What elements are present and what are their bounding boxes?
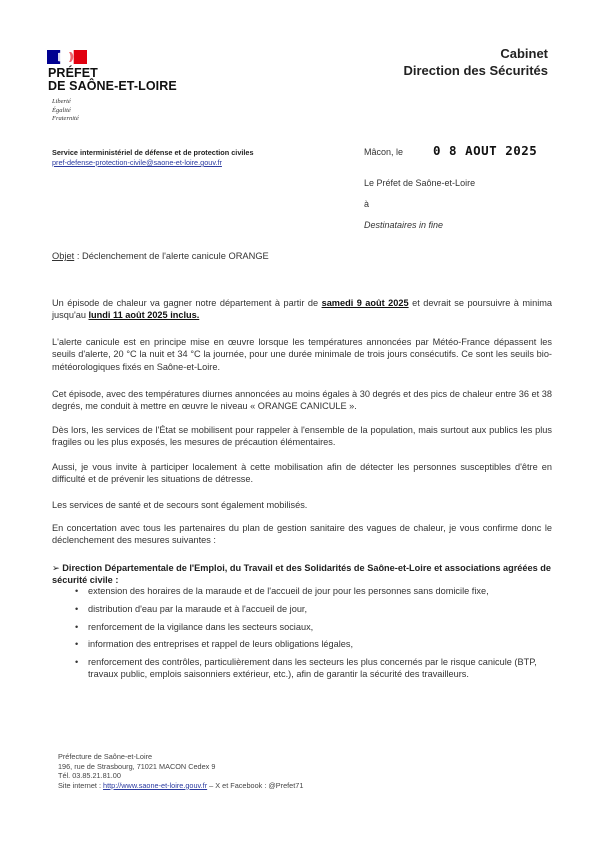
list-item-text: renforcement des contrôles, particulièrement dans les secteurs les plus concernés par le risque canicule (BTP, travaux public, emplois saisonniers extérieur, etc.), afin de garantir la sécurité des travailleurs. <box>88 657 537 680</box>
footer-address: 196, rue de Strasbourg, 71021 MACON Cedex 9 <box>58 761 216 771</box>
direction-label: Direction des Sécurités <box>403 63 548 78</box>
p1-start-date: samedi 9 août 2025 <box>321 298 409 308</box>
list-item <box>75 603 553 615</box>
footer <box>58 752 303 790</box>
bullet-icon: • <box>75 603 79 614</box>
motto-fraternite: Fraternité <box>52 115 79 122</box>
recipient-line2: à <box>364 199 370 209</box>
motto-liberte: Liberté <box>52 98 71 105</box>
bullet-icon: • <box>75 639 79 650</box>
recipient-line3: Destinataires in fine <box>364 220 444 230</box>
p1-text-a: Un épisode de chaleur va gagner notre département à partir de <box>52 298 322 308</box>
list-item-text: information des entreprises et rappel de leurs obligations légales, <box>88 639 354 650</box>
footer-site-link[interactable]: http://www.saone-et-loire.gouv.fr <box>103 780 208 790</box>
list-item <box>75 656 553 681</box>
paragraph-4: Dès lors, les services de l'État se mobilisent pour rappeler à l'ensemble de la population, mais surtout aux publics les plus fragiles ou les plus exposés, les mesures de précaution élémentaires. <box>52 425 552 448</box>
bullet-icon: • <box>75 586 79 596</box>
list-item-text: distribution d'eau par la maraude et à l'accueil de jour, <box>88 603 308 614</box>
subject-label: Objet <box>52 251 75 261</box>
motto-egalite: Égalité <box>52 106 71 114</box>
paragraph-1 <box>52 297 552 322</box>
paragraph-3: Cet épisode, avec des températures diurnes annoncées au moins égales à 30 degrés et des pics de chaleur entre 36 et 38 degrés, me conduit à mettre en œuvre le niveau « ORANGE CANICULE ». <box>52 389 552 412</box>
list-item-text: renforcement de la vigilance dans les secteurs sociaux, <box>88 621 314 632</box>
direction-heading: ➢ Direction Départementale de l'Emploi, du Travail et des Solidarités de Saône-et-Loire et associations agréées de sécurité civile : <box>52 563 552 586</box>
p1-end-date: lundi 11 août 2025 inclus. <box>88 310 200 321</box>
measures-list <box>75 585 553 686</box>
sender-email-link[interactable]: pref-defense-protection-civile@saone-et-loire.gouv.fr <box>52 158 222 167</box>
paragraph-5: Aussi, je vous invite à participer localement à cette mobilisation afin de détecter les personnes susceptibles d'être en difficulté et de prévenir les situations de détresse. <box>52 462 552 485</box>
paragraph-6: Les services de santé et de secours sont également mobilisés. <box>52 500 308 510</box>
cabinet-heading <box>404 45 549 79</box>
footer-web <box>58 781 303 791</box>
list-item <box>75 585 553 597</box>
list-item-text: extension des horaires de la maraude et de l'accueil de jour pour les personnes sans domicile fixe, <box>88 586 489 596</box>
date-place: Mâcon, le <box>364 147 404 157</box>
prefet-title <box>48 67 177 93</box>
subject-line <box>52 251 269 261</box>
prefet-line2: DE SAÔNE-ET-LOIRE <box>48 79 177 93</box>
prefet-line1: PRÉFET <box>48 66 98 80</box>
footer-social: – X et Facebook : @Prefet71 <box>207 780 304 790</box>
recipient-line1: Le Préfet de Saône-et-Loire <box>364 178 476 188</box>
footer-phone: Tél. 03.85.21.81.00 <box>58 771 121 781</box>
list-item <box>75 621 553 633</box>
bullet-icon: • <box>75 657 79 668</box>
paragraph-2: L'alerte canicule est en principe mise en œuvre lorsque les températures annoncées par Météo-France dépassent les seuils d'alerte, 20 °C la nuit et 34 °C la journée, pour une durée minimale de trois jours consécutifs. Ce sont les seuils bio-météorologiques fixés en Saône-et-Loire. <box>52 337 552 372</box>
marianne-flag-logo <box>47 50 87 64</box>
subject-text: : Déclenchement de l'alerte canicule ORANGE <box>74 251 269 261</box>
list-item <box>75 638 553 650</box>
bullet-icon: • <box>75 621 79 632</box>
footer-org: Préfecture de Saône-et-Loire <box>58 752 153 761</box>
p1-text-b: et devrait se poursuivre à minima jusqu'au <box>52 298 552 321</box>
footer-site-label: Site internet : <box>58 780 104 790</box>
cabinet-label: Cabinet <box>500 46 548 61</box>
date-stamp: 0 8 AOUT 2025 <box>433 143 538 158</box>
republic-motto <box>52 98 79 124</box>
sender-service: Service interministériel de défense et de protection civiles <box>52 148 254 157</box>
paragraph-7: En concertation avec tous les partenaires du plan de gestion sanitaire des vagues de chaleur, je vous confirme donc le déclenchement des mesures suivantes : <box>52 523 552 546</box>
